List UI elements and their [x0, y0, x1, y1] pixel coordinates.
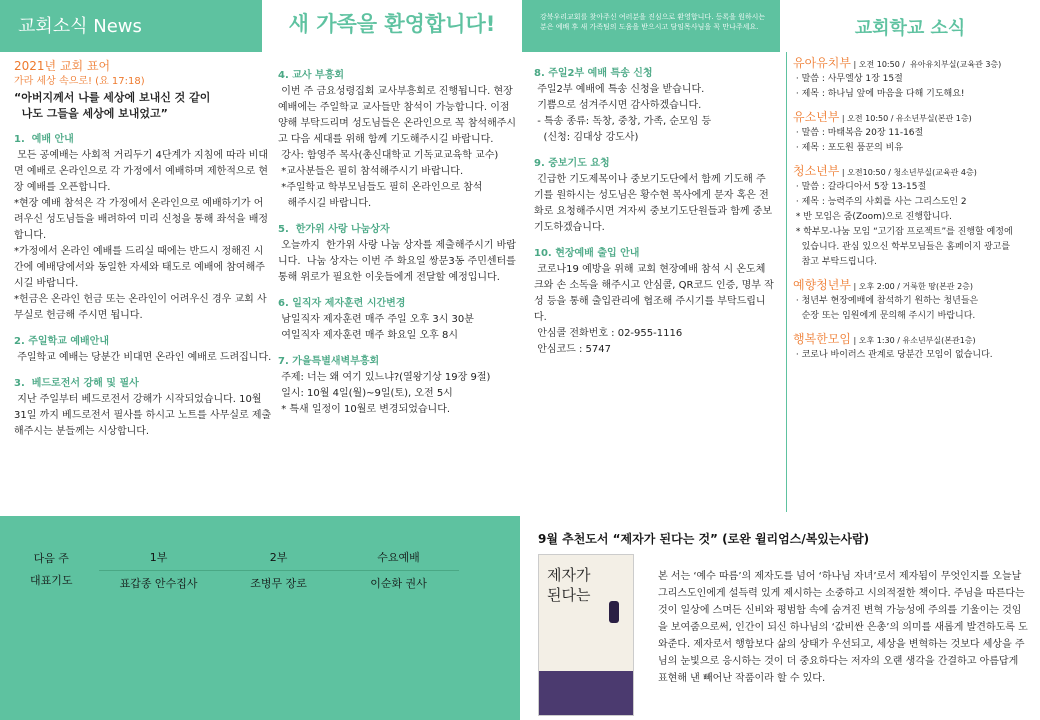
section-body: 주제: 너는 왜 여기 있느냐?(열왕기상 19장 9절) 일시: 10월 4일(월)~9일(토), 오전 5시 * 특새 일정이 10월로 변경되었습니다. [281, 372, 491, 415]
dept-meta: | 오전 10:50 / 유아유치부실(교육관 3층) [850, 60, 1002, 69]
motto: 가라 세상 속으로! (요 17:18) [14, 76, 145, 87]
dept-name: 청소년부 [793, 164, 840, 178]
motto-quote: “아버지께서 나를 세상에 보내신 것 같이 나도 그들을 세상에 보내었고” [14, 91, 211, 120]
section-heading: 2. 주일학교 예배안내 [14, 336, 109, 347]
prayer-name: 표갑종 안수집사 [119, 577, 198, 591]
cover-band [539, 671, 633, 715]
book-title: 9월 추천도서 “제자가 된다는 것” (로완 윌리엄스/복있는사람) [538, 532, 870, 546]
dept-name: 유아유치부 [793, 56, 851, 70]
section-heading: 9. 중보기도 요청 [534, 158, 610, 169]
section-body: 긴급한 기도제목이나 중보기도단에서 함께 기도해 주기를 원하시는 성도님은 황수현 목사에게 문자 혹은 전화로 요청해주시면 겨자씨 중보기도단원들과 함께 중보기도하겠습니다. [534, 174, 773, 233]
dept-body: · 청년부 현장예배에 참석하기 원하는 청년들은 순장 또는 임원에게 문의해 주시기 바랍니다. [795, 296, 979, 321]
news-header: 교회소식 News [0, 0, 262, 52]
dept-meta: | 오후 2:00 / 거룩한 땅(본관 2층) [850, 282, 974, 291]
section-body: 이번 주 금요성령집회 교사부흥회로 진행됩니다. 현장예배에는 주일학교 교사들만 참석이 가능합니다. 이점 양해 부탁드리며 성도님들은 온라인으로 꼭 참석해주시고 다음 세대를 위해 함께 기도해주시길 바랍니다. 강사: 함영주 목사(총신대학교 기독교교육학 교수) *교사분들은 필히 참석해주시기 바랍니다. *주일학교 학부모님들도 필히 온라인으로 참석 해주시길 바랍니다. [278, 86, 517, 209]
news-column-1 [14, 52, 272, 440]
section-heading: 5. 한가위 사랑 나눔상자 [278, 224, 390, 235]
section-body: 주일2부 예배에 특송 신청을 받습니다. 기쁨으로 섬겨주시면 감사하겠습니다. - 특송 종류: 독창, 중창, 가족, 순모임 등 (신청: 김대상 강도사) [537, 84, 712, 143]
section-heading: 3. 베드로전서 강해 및 필사 [14, 378, 139, 389]
dept-name: 행복한모임 [793, 332, 851, 346]
book-cover-image [538, 554, 634, 716]
section-heading: 6. 일직자 제자훈련 시간변경 [278, 298, 406, 309]
dept-meta: | 오전 10:50 / 유소년부실(본관 1층) [839, 114, 972, 123]
bottom-section [0, 516, 1040, 720]
welcome-title: 새 가족을 환영합니다! [262, 0, 522, 52]
section-heading: 4. 교사 부흥회 [278, 70, 345, 81]
prayer-head: 1부 [99, 544, 219, 570]
dept-body: · 코로나 바이러스 관계로 당분간 모임이 없습니다. [793, 350, 993, 360]
year-title: 2021년 교회 표어 [14, 59, 111, 73]
section-heading: 7. 가을특별새벽부흥회 [278, 356, 380, 367]
news-column-2 [278, 52, 518, 418]
section-heading: 1. 예배 안내 [14, 134, 74, 145]
prayer-name: 조병무 장로 [250, 577, 307, 591]
section-body: 남일직자 제자훈련 매주 주일 오후 3시 30분 여일직자 제자훈련 매주 화요일 오후 8시 [281, 314, 474, 341]
figure-icon [609, 601, 619, 623]
school-header: 교회학교 소식 [780, 0, 1040, 52]
dept-name: 유소년부 [793, 110, 840, 124]
prayer-head: 2부 [219, 544, 339, 570]
school-column [786, 52, 1040, 512]
prayer-table [20, 544, 459, 596]
section-body: 모든 공예배는 사회적 거리두기 4단계가 지침에 따라 비대면 예배로 온라인으로 각 가정에서 예배하며 제한적으로 현장 예배를 오픈합니다. *현장 예배 참석은 각 가정에서 온라인으로 예배하기가 어려우신 성도님들을 배려하여 미리 신청을 통해 좌석을 배정합니다. *가정에서 온라인 예배를 드리실 때에는 반드시 정해진 시간에 예배당에서와 동일한 자세와 태도로 예배에 참여해주시길 바랍니다. *헌금은 온라인 헌금 또는 온라인이 어려우신 경우 교회 사무실로 헌금해 주시면 됩니다. [14, 150, 269, 321]
section-body: 코로나19 예방을 위해 교회 현장예배 참석 시 온도체크와 손 소독을 해주시고 안심콜, QR코드 인증, 명부 작성 등을 통해 출입관리에 협조해 주시기를 부탁드립니다. 안심콜 전화번호 : 02-955-1116 안심코드 : 5747 [534, 264, 774, 355]
dept-meta: | 오전10:50 / 청소년부실(교육관 4층) [839, 168, 977, 177]
section-body: 지난 주일부터 베드로전서 강해가 시작되었습니다. 10월 31일 까지 베드로전서 필사를 하시고 노트를 사무실로 제출해주시는 분들께는 시상합니다. [14, 394, 272, 437]
dept-body: · 말씀 : 사무엘상 1장 15절 · 제목 : 하나님 앞에 마음을 다해 기도해요! [795, 74, 965, 99]
welcome-note: 강북우리교회를 찾아주신 여러분을 진심으로 환영합니다. 등록을 원하시는 분은 예배 후 새 가족팀의 도움을 받으시고 담임목사님을 꼭 만나주세요. [522, 0, 780, 52]
prayer-panel [0, 516, 520, 720]
section-heading: 10. 현장예배 출입 안내 [534, 248, 640, 259]
dept-body: · 말씀 : 갈라디아서 5장 13-15절 · 제목 : 능력주의 사회를 사는 그리스도인 2 * 반 모임은 줌(Zoom)으로 진행합니다. * 학부모-나눔 모임 “고기잡 프로젝트”를 진행할 예정에 있습니다. 관심 있으신 학부모님들은 홈페이지 광고를 참고 부탁드립니다. [795, 182, 1013, 267]
dept-meta: | 오후 1:30 / 유소년부실(본관1층) [850, 336, 976, 345]
section-body: 오늘까지 한가위 사랑 나눔 상자를 제출해주시기 바랍니다. 나눔 상자는 이번 주 화요일 쌍문3동 주민센터를 통해 위로가 필요한 이웃들에게 전달할 예정입니다. [278, 240, 520, 283]
prayer-label: 다음 주 대표기도 [30, 552, 73, 587]
prayer-name: 이순화 권사 [370, 577, 427, 591]
book-panel [520, 516, 1040, 720]
book-cover-title: 제자가 된다는 [547, 566, 591, 604]
news-column-3 [534, 52, 774, 358]
prayer-head: 수요예배 [339, 544, 459, 570]
book-description: 본 서는 ‘예수 따름’의 제자도를 넘어 ‘하나님 자녀’로서 제자됨이 무엇인지를 오늘날 그리스도인에게 설득력 있게 제시하는 소중하고 시의적절한 책이다. 주님을 따른다는 것이 일상에 스며든 신비와 평범함 속에 숨겨진 변혁 가능성에 주의를 기울이는 것임을 보여줌으로써, 인간이 되신 하나님의 ‘값비싼 은총’의 의미를 새롭게 발견하도록 도와준다. 제자로서 행함보다 삶의 상태가 우선되고, 세상을 변혁하는 것보다 세상을 주님의 눈빛으로 응시하는 것이 더 중요하다는 저자의 오랜 생각을 간결하고 아름답게 표현해 낸 빼어난 작품이라 할 수 있다. [658, 571, 1028, 684]
section-heading: 8. 주일2부 예배 특송 신청 [534, 68, 653, 79]
dept-name: 예향청년부 [793, 278, 851, 292]
section-body: 주일학교 예배는 당분간 비대면 온라인 예배로 드려집니다. [14, 352, 272, 363]
dept-body: · 말씀 : 마태복음 20장 11-16절 · 제목 : 포도원 품꾼의 비유 [795, 128, 924, 153]
